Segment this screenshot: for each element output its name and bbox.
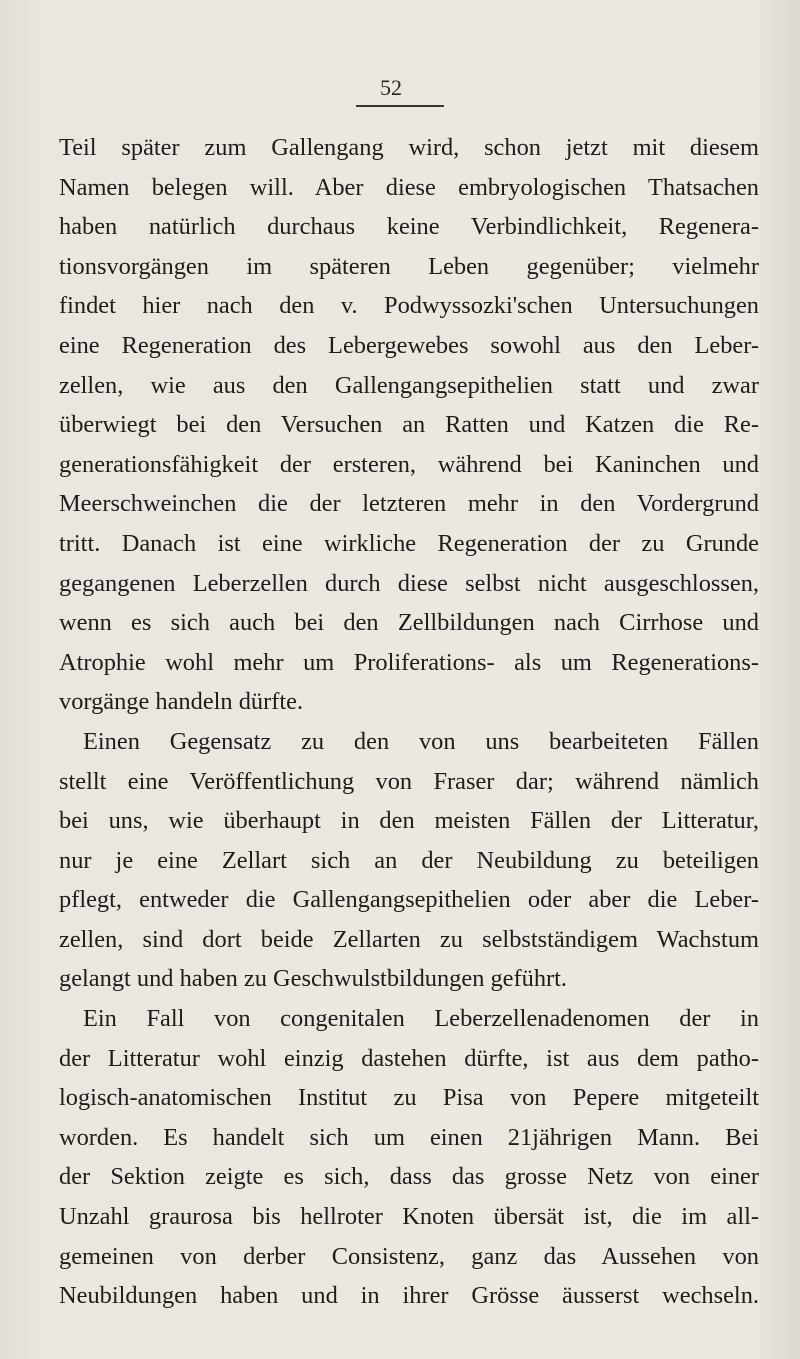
text-line: pflegt, entweder die Gallengangsepithelien oder aber die Leber-	[59, 886, 759, 914]
text-line: Einen Gegensatz zu den von uns bearbeiteten Fällen	[83, 727, 759, 755]
text-line: Ein Fall von congenitalen Leberzellenadenomen der in	[83, 1005, 759, 1033]
text-line: haben natürlich durchaus keine Verbindlichkeit, Regenera-	[59, 213, 759, 241]
text-line: der Litteratur wohl einzig dastehen dürfte, ist aus dem patho-	[59, 1044, 759, 1072]
body-text	[59, 128, 759, 1316]
text-line: eine Regeneration des Lebergewebes sowohl aus den Leber-	[59, 331, 759, 359]
text-line: gegangenen Leberzellen durch diese selbst nicht ausgeschlossen,	[59, 569, 759, 597]
text-line: zellen, wie aus den Gallengangsepithelien statt und zwar	[59, 371, 759, 399]
text-line: Unzahl graurosa bis hellroter Knoten übersät ist, die im all-	[59, 1203, 759, 1231]
text-line: Atrophie wohl mehr um Proliferations- als um Regenerations-	[59, 648, 759, 676]
page-number-rule	[356, 105, 444, 107]
text-line: gelangt und haben zu Geschwulstbildungen geführt.	[59, 965, 568, 993]
text-line: überwiegt bei den Versuchen an Ratten und Katzen die Re-	[59, 411, 759, 439]
text-line: der Sektion zeigte es sich, dass das grosse Netz von einer	[59, 1163, 759, 1191]
text-line: worden. Es handelt sich um einen 21jährigen Mann. Bei	[59, 1123, 759, 1151]
text-line: zellen, sind dort beide Zellarten zu selbstständigem Wachstum	[59, 925, 759, 953]
text-line: nur je eine Zellart sich an der Neubildung zu beteiligen	[59, 846, 759, 874]
text-line: Teil später zum Gallengang wird, schon jetzt mit diesem	[59, 134, 759, 161]
text-line: generationsfähigkeit der ersteren, während bei Kaninchen und	[59, 450, 759, 478]
text-line: bei uns, wie überhaupt in den meisten Fällen der Litteratur,	[59, 807, 759, 835]
text-line: gemeinen von derber Consistenz, ganz das Aussehen von	[59, 1242, 759, 1270]
text-line: vorgänge handeln dürfte.	[59, 688, 304, 716]
text-line: wenn es sich auch bei den Zellbildungen nach Cirrhose und	[59, 609, 759, 637]
text-line: Meerschweinchen die der letzteren mehr in den Vordergrund	[59, 490, 759, 518]
text-line: stellt eine Veröffentlichung von Fraser dar; während nämlich	[59, 767, 759, 795]
page-number: 52	[380, 75, 402, 100]
text-line: tritt. Danach ist eine wirkliche Regeneration der zu Grunde	[59, 529, 759, 557]
text-line: Neubildungen haben und in ihrer Grösse äusserst wechseln.	[59, 1282, 759, 1310]
text-line: tionsvorgängen im späteren Leben gegenüber; vielmehr	[59, 252, 759, 280]
text-line: logisch-anatomischen Institut zu Pisa von Pepere mitgeteilt	[59, 1084, 759, 1112]
text-line: Namen belegen will. Aber diese embryologischen Thatsachen	[59, 173, 759, 201]
text-line: findet hier nach den v. Podwyssozki'schen Untersuchungen	[59, 292, 759, 320]
